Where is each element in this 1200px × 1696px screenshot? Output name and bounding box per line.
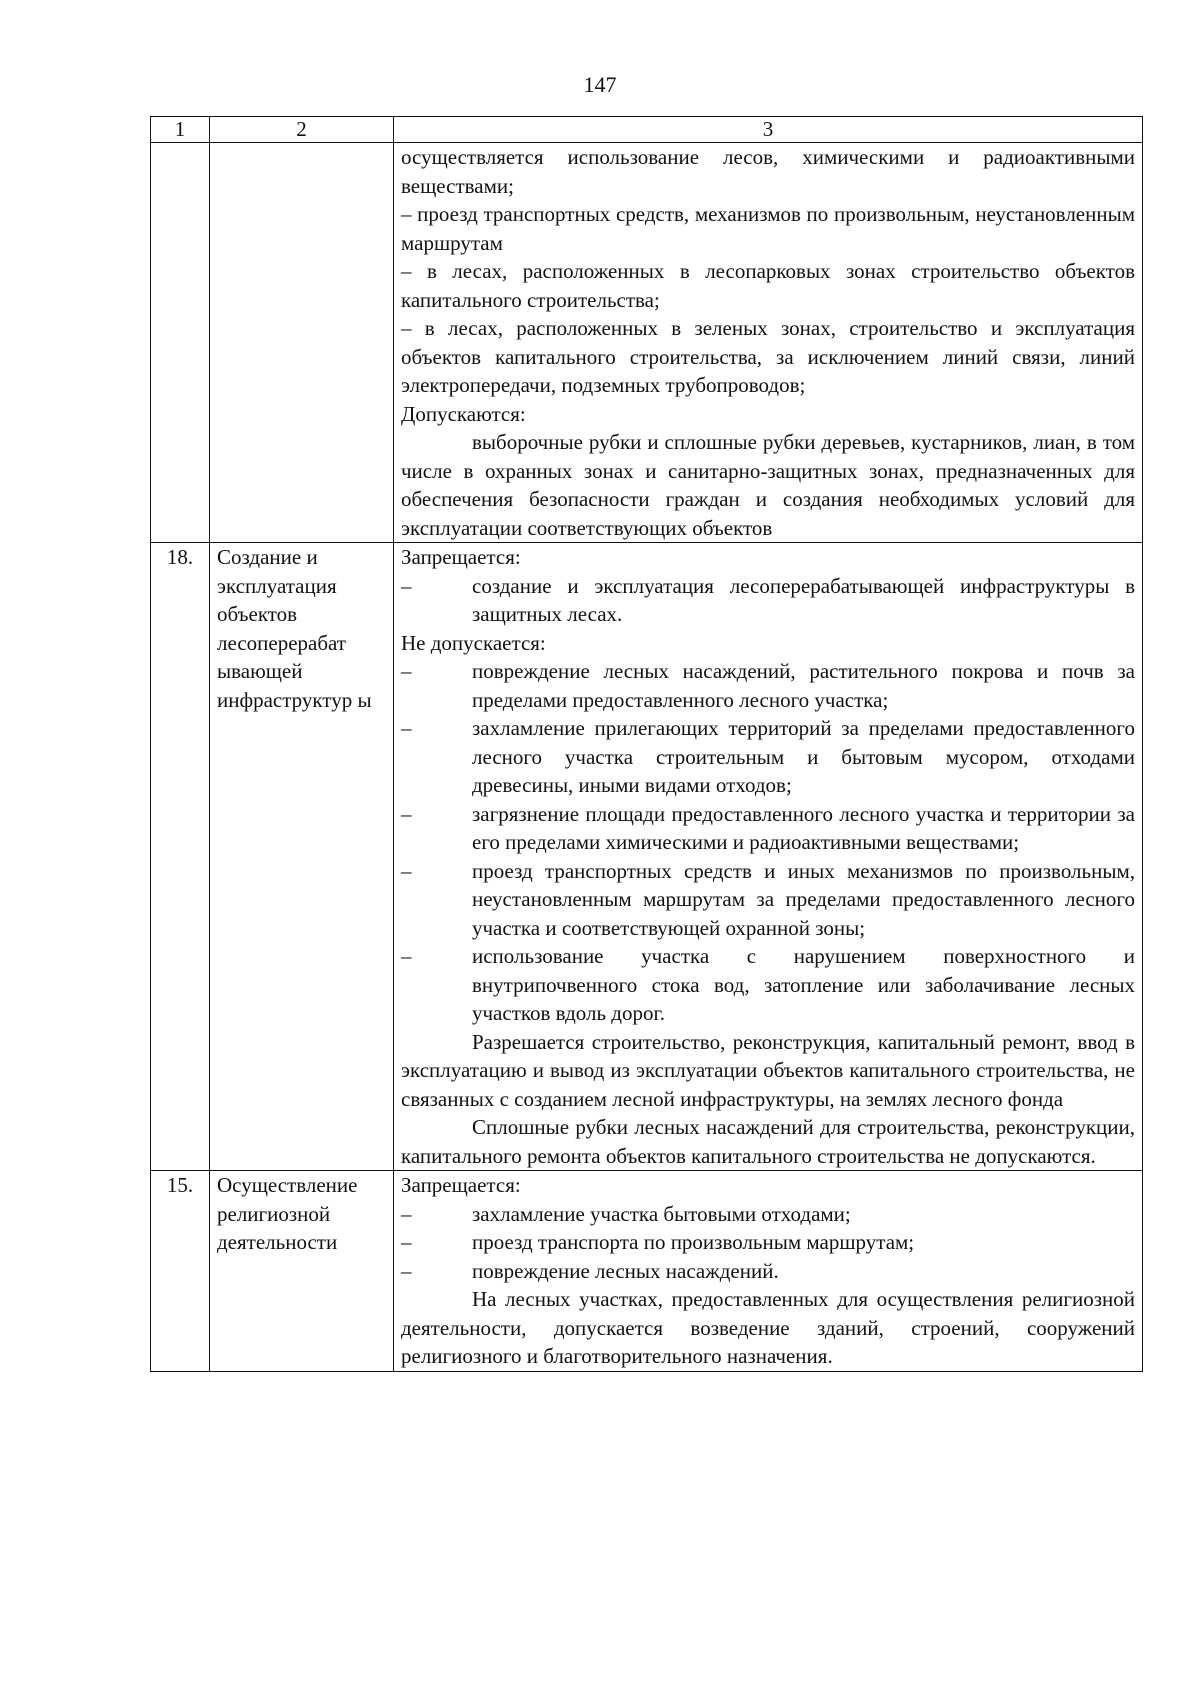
- list-item-text: проезд транспорта по произвольным маршрутам;: [472, 1230, 915, 1254]
- content-paragraph: – проезд транспортных средств, механизмов по произвольным, неустановленным маршрутам: [401, 202, 1135, 255]
- dash-marker: –: [401, 1230, 412, 1254]
- list-item-text: создание и эксплуатация лесоперерабатывающей инфраструктуры в защитных лесах.: [472, 573, 1135, 626]
- regulations-table: [150, 116, 1143, 1372]
- row-content-cell: [394, 543, 1143, 1171]
- dash-marker: –: [401, 1201, 412, 1226]
- allowed-paragraph: Разрешается строительство, реконструкция, капитальный ремонт, ввод в эксплуатацию и вывод из эксплуатации объектов капитального строительства, не связанных с созданием лесной инфраструктуры, на землях лесного фонда: [401, 1029, 1135, 1111]
- table-header-row: [151, 117, 1143, 143]
- list-item-text: загрязнение площади предоставленного лесного участка и территории за его пределами химическими и радиоактивными веществами;: [472, 801, 1135, 854]
- not-allowed-heading: Не допускается:: [401, 630, 546, 655]
- page-number: 147: [583, 72, 617, 97]
- header-col-2: 2: [210, 117, 394, 143]
- row-number-cell: [151, 143, 210, 543]
- clearcut-paragraph: Сплошные рубки лесных насаждений для строительства, реконструкции, капитального ремонта объектов капитального строительства не допускаются.: [401, 1115, 1135, 1168]
- list-item: [401, 714, 1135, 800]
- list-item-text: захламление прилегающих территорий за пределами предоставленного лесного участка строительным и бытовым мусором, отходами древесины, иными видами отходов;: [472, 716, 1135, 797]
- list-item-text: использование участка с нарушением поверхностного и внутрипочвенного стока вод, затопление или заболачивание лесных участков вдоль дорог.: [472, 944, 1135, 1025]
- dash-marker: –: [401, 1258, 412, 1283]
- list-item: [401, 1257, 1135, 1286]
- dash-marker: –: [401, 659, 412, 683]
- row-number-cell: 15.: [151, 1171, 210, 1372]
- row-name-cell: Создание и эксплуатация объектов лесоперерабат ывающей инфраструктур ы: [210, 543, 394, 1171]
- row-number-cell: 18.: [151, 543, 210, 1171]
- allowed-heading: Допускаются:: [401, 401, 526, 426]
- list-item: [401, 800, 1135, 857]
- list-item-text: проезд транспортных средств и иных механизмов по произвольным, неустановленным маршрутам за пределами предоставленного лесного участка и соответствующей охранной зоны;: [472, 858, 1135, 940]
- row-content-cell: [394, 1171, 1143, 1372]
- prohibited-heading: Запрещается:: [401, 545, 521, 569]
- list-item-text: захламление участка бытовыми отходами;: [472, 1201, 851, 1226]
- header-col-3: 3: [394, 117, 1143, 143]
- dash-marker: –: [401, 944, 412, 968]
- prohibited-heading: Запрещается:: [401, 1173, 521, 1197]
- list-item: [401, 942, 1135, 1028]
- row-name-cell: [210, 143, 394, 543]
- list-item: [401, 657, 1135, 714]
- content-paragraph: – в лесах, расположенных в зеленых зонах, строительство и эксплуатация объектов капитального строительства, за исключением линий связи, линий электропередачи, подземных трубопроводов;: [401, 316, 1135, 397]
- table-row-continued: [151, 143, 1143, 543]
- list-item: [401, 1200, 1135, 1229]
- content-paragraph: выборочные рубки и сплошные рубки деревьев, кустарников, лиан, в том числе в охранных зонах и санитарно-защитных зонах, предназначенных для обеспечения безопасности граждан и создания необходимых условий для эксплуатации соответствующих объектов: [401, 430, 1135, 540]
- row-name-cell: Осуществление религиозной деятельности: [210, 1171, 394, 1372]
- table-row-18: [151, 543, 1143, 1171]
- dash-marker: –: [401, 716, 412, 740]
- content-paragraph: – в лесах, расположенных в лесопарковых зонах строительство объектов капитального строительства;: [401, 259, 1135, 312]
- table-row-15: [151, 1171, 1143, 1372]
- header-col-1: 1: [151, 117, 210, 143]
- dash-marker: –: [401, 801, 412, 826]
- content-paragraph: осуществляется использование лесов, химическими и радиоактивными веществами;: [401, 145, 1135, 198]
- allowed-paragraph: На лесных участках, предоставленных для осуществления религиозной деятельности, допускается возведение зданий, строений, сооружений религиозного и благотворительного назначения.: [401, 1287, 1135, 1368]
- list-item: [401, 1228, 1135, 1257]
- list-item: [401, 857, 1135, 943]
- dash-marker: –: [401, 858, 412, 883]
- row-content-cell: [394, 143, 1143, 543]
- list-item: [401, 572, 1135, 629]
- list-item-text: повреждение лесных насаждений.: [472, 1258, 779, 1283]
- dash-marker: –: [401, 573, 412, 598]
- list-item-text: повреждение лесных насаждений, растительного покрова и почв за пределами предоставленного лесного участка;: [472, 659, 1135, 712]
